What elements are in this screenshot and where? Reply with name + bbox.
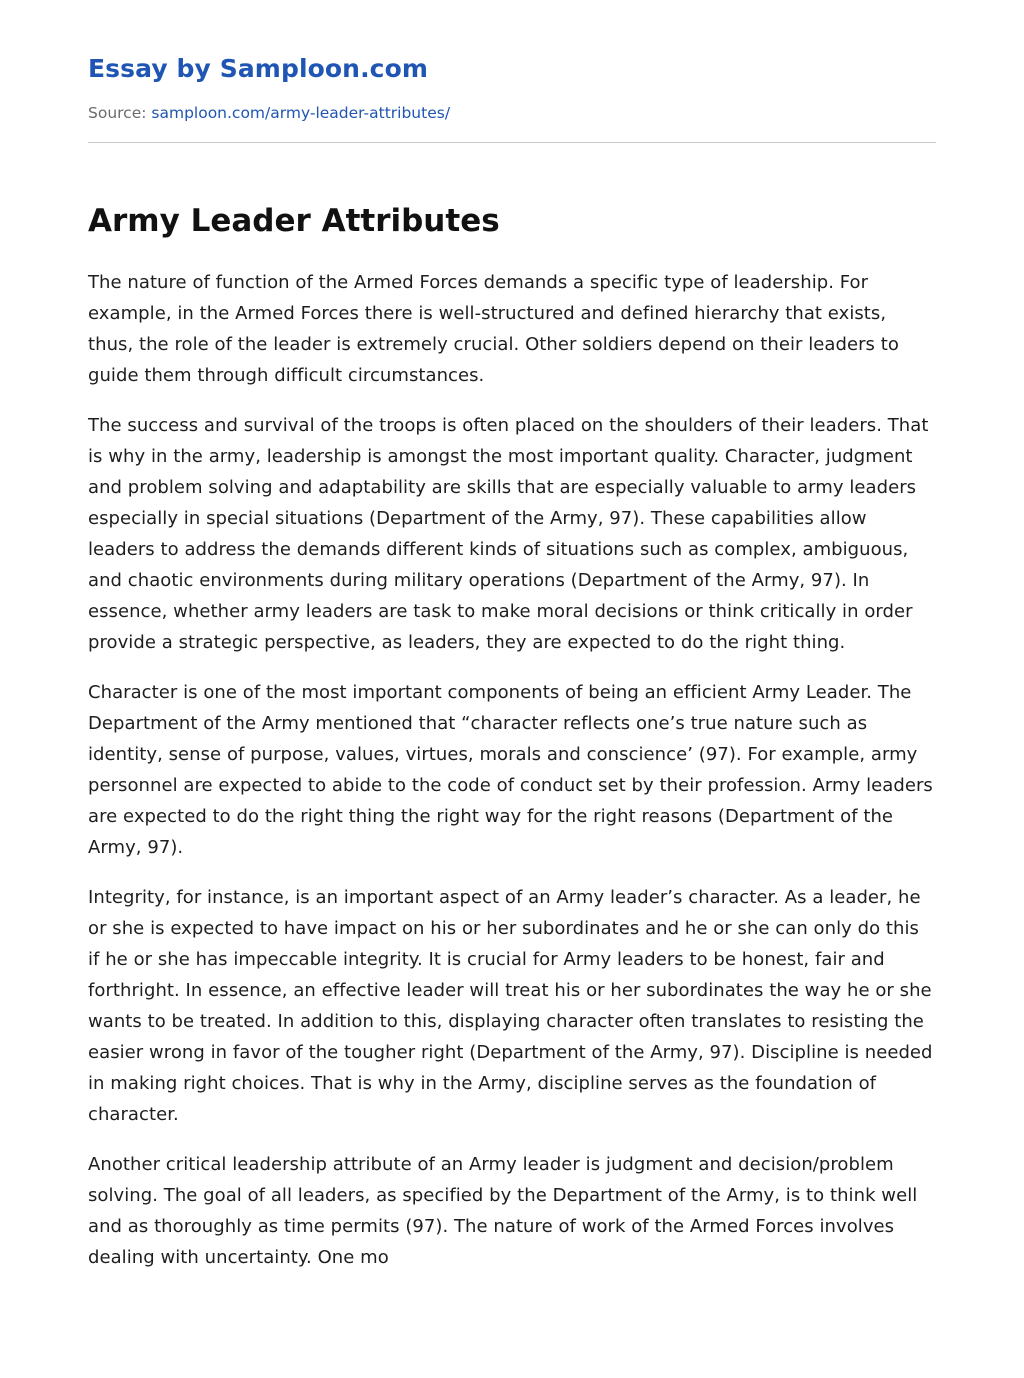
source-line [88, 102, 936, 124]
essay-title: Army Leader Attributes [88, 203, 500, 239]
source-link[interactable]: samploon.com/army-leader-attributes/ [151, 104, 451, 122]
essay-paragraph: The nature of function of the Armed Forces demands a specific type of leadership. For example, in the Armed Forces there is well-structured and defined hierarchy that exists, thus, the role of the leader is extremely crucial. Other soldiers depend on their leaders to guide them through difficult circumstances. [88, 272, 899, 386]
essay-paragraph: The success and survival of the troops is often placed on the shoulders of their leaders. That is why in the army, leadership is amongst the most important quality. Character, judgment and problem solving and adaptability are skills that are especially valuable to army leaders especially in special situations (Department of the Army, 97). These capabilities allow leaders to address the demands different kinds of situations such as complex, ambiguous, and chaotic environments during military operations (Department of the Army, 97). In essence, whether army leaders are task to make moral decisions or think critically in order provide a strategic perspective, as leaders, they are expected to do the right thing. [88, 415, 929, 653]
essay-paragraph: Character is one of the most important components of being an efficient Army Leader. The Department of the Army mentioned that “character reflects one’s true nature such as identity, sense of purpose, values, virtues, morals and conscience’ (97). For example, army personnel are expected to abide to the code of conduct set by their profession. Army leaders are expected to do the right thing the right way for the right reasons (Department of the Army, 97). [88, 682, 933, 858]
essay-paragraph: Another critical leadership attribute of an Army leader is judgment and decision/problem solving. The goal of all leaders, as specified by the Department of the Army, is to think well and as thoroughly as time permits (97). The nature of work of the Armed Forces involves dealing with uncertainty. One mo [88, 1154, 918, 1268]
header-divider [88, 142, 936, 143]
site-brand[interactable]: Essay by Samploon.com [88, 54, 429, 83]
source-label: Source: [88, 104, 152, 122]
essay-paragraph: Integrity, for instance, is an important aspect of an Army leader’s character. As a leader, he or she is expected to have impact on his or her subordinates and he or she can only do this if he or she has impeccable integrity. It is crucial for Army leaders to be honest, fair and forthright. In essence, an effective leader will treat his or her subordinates the way he or she wants to be treated. In addition to this, displaying character often translates to resisting the easier wrong in favor of the tougher right (Department of the Army, 97). Discipline is needed in making right choices. That is why in the Army, discipline serves as the foundation of character. [88, 887, 933, 1125]
essay-body [88, 267, 936, 1273]
essay-page [88, 0, 936, 1292]
